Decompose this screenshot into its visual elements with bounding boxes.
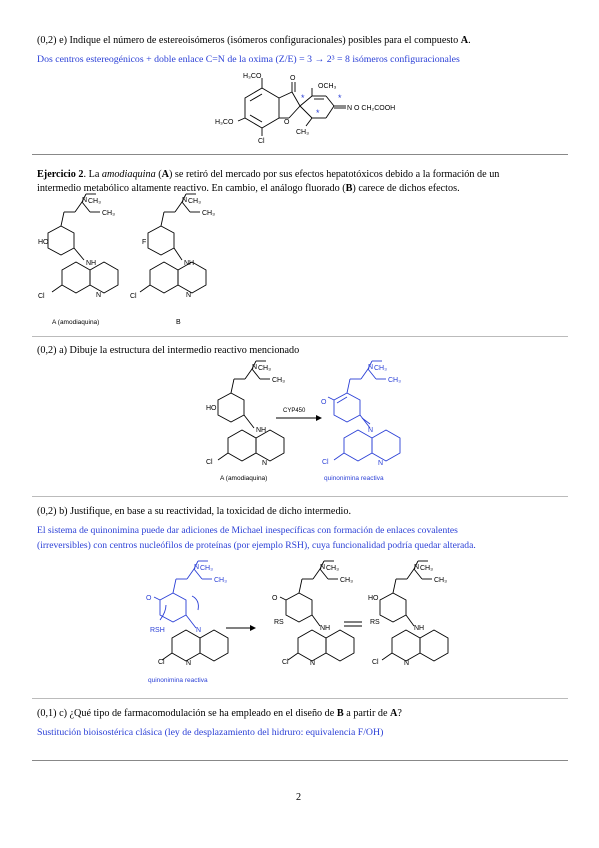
o-label: O [272, 595, 278, 602]
question-e-text: (0,2) e) Indique el número de estereoisómeros (isómeros configuracionales) posibles para el compuesto [37, 35, 461, 46]
nh-label: NH [414, 625, 425, 632]
ch3-label: CH₃ [296, 129, 309, 136]
n-label: N [310, 660, 316, 667]
answer-c: Sustitución bioisostérica clásica (ley de desplazamiento del hidruro: equivalencia F/OH) [37, 727, 384, 738]
n-label: N [262, 460, 268, 467]
ho-label: HO [368, 595, 379, 602]
ch3-label: CH₃ [420, 565, 433, 572]
ho-label: HO [206, 405, 217, 412]
answer-b-line1: El sistema de quinonimina puede dar adiciones de Michael inespecíficas con formación de enlaces covalentes [37, 525, 458, 536]
ch3-label: CH₃ [340, 577, 353, 584]
rsh-label: RSH [150, 627, 165, 634]
stereocenter-star-3: * [338, 93, 342, 103]
text-span: . La [83, 169, 102, 180]
cl-label: Cl [282, 659, 289, 666]
o-keto-label: O [290, 75, 296, 82]
text-span: ) se retiró del mercado por sus efectos hepatotóxicos debido a la formación de un [168, 169, 500, 180]
question-a: (0,2) a) Dibuje la estructura del intermedio reactivo mencionado [37, 345, 300, 356]
label-quinonimina: quinonimina reactiva [324, 475, 384, 482]
cl-label: Cl [322, 459, 329, 466]
n-label: N [252, 364, 258, 371]
text-span: ? [397, 708, 402, 719]
n-label: N [368, 364, 374, 371]
f-label: F [142, 239, 147, 246]
cl-label: Cl [372, 659, 379, 666]
ch3-label: CH₃ [102, 210, 115, 217]
ch3-label: CH₃ [374, 365, 387, 372]
compound-a-ref: A [390, 708, 398, 719]
h3co-top-label: H₃CO [243, 73, 262, 80]
section-divider [32, 760, 568, 761]
answer-b-line2: (irreversibles) con centros nucleófilos de proteínas (por ejemplo RSH), cuya funcionalidad podría quedar alterada. [37, 540, 476, 551]
o-label: O [321, 399, 327, 406]
h3co-bottom-label: H₃CO [215, 119, 234, 126]
text-span: a partir de [343, 708, 391, 719]
nh-label: NH [184, 260, 195, 267]
ch3-label: CH₃ [326, 565, 339, 572]
n-label: N [82, 197, 88, 204]
ch3-label: CH₃ [88, 198, 101, 205]
ho-label: HO [38, 239, 49, 246]
och3-label: OCH₃ [318, 83, 337, 90]
cl-label: Cl [258, 138, 265, 145]
label-b: B [176, 319, 181, 326]
n-label: N [404, 660, 410, 667]
n-label: N [414, 564, 420, 571]
ch3-label: CH₃ [188, 198, 201, 205]
text-span: ( [155, 169, 162, 180]
compound-b-ref: B [345, 183, 353, 194]
drug-name: amodiaquina [101, 169, 156, 180]
answer-e: Dos centros estereogénicos + doble enlace C=N de la oxima (Z/E) = 3 → 2³ = 8 isómeros configuracionales [37, 54, 460, 65]
n-label: N [182, 197, 188, 204]
compound-b-ref: B [336, 708, 344, 719]
question-c [37, 707, 402, 720]
rs-label: RS [370, 619, 380, 626]
exercise-title: Ejercicio 2 [37, 169, 84, 180]
n-label: N [194, 564, 200, 571]
nh-label: NH [256, 427, 267, 434]
label-a-amodiaquina: A (amodiaquina) [52, 319, 100, 326]
section-divider [32, 698, 568, 699]
ch3-label: CH₃ [272, 377, 285, 384]
question-e: (0,2) e) Indique el número de estereoisómeros (isómeros configuracionales) posibles para el compuesto A. [37, 35, 471, 46]
ch3-label: CH₃ [200, 565, 213, 572]
n-label: N [196, 627, 202, 634]
o-label: O [146, 595, 152, 602]
n-label: N [378, 460, 384, 467]
n-label: N [186, 292, 192, 299]
ch3-label: CH₃ [214, 577, 227, 584]
cyp450-label: CYP450 [283, 408, 306, 414]
page-number: 2 [296, 792, 302, 803]
cl-label: Cl [158, 659, 165, 666]
compound-letter: A [460, 35, 469, 46]
n-label: N [96, 292, 102, 299]
n-label: N [186, 660, 192, 667]
ch3-label: CH₃ [202, 210, 215, 217]
n-label: N [368, 427, 374, 434]
nh-label: NH [86, 260, 97, 267]
n-label: N [320, 564, 326, 571]
cl-label: Cl [206, 459, 213, 466]
compound-a-ref: A [161, 169, 169, 180]
label-quinonimina: quinonimina reactiva [148, 677, 208, 684]
cl-label: Cl [38, 293, 45, 300]
ch3-label: CH₃ [388, 377, 401, 384]
nh-label: NH [320, 625, 331, 632]
stereocenter-star-1: * [301, 93, 305, 103]
text-span: intermedio metabólico altamente reactivo. En cambio, el análogo fluorado ( [37, 183, 346, 194]
o-ring-label: O [284, 119, 290, 126]
cl-label: Cl [130, 293, 137, 300]
question-b: (0,2) b) Justifique, en base a su reactividad, la toxicidad de dicho intermedio. [37, 506, 352, 517]
stereocenter-star-2: * [316, 108, 320, 118]
text-span: (0,1) c) ¿Qué tipo de farmacomodulación se ha empleado en el diseño de [37, 708, 337, 719]
ch3-label: CH₃ [258, 365, 271, 372]
label-a-amodiaquina: A (amodiaquina) [220, 475, 268, 482]
text-span: ) carece de dichos efectos. [352, 183, 460, 194]
oxime-label: N O CH₂COOH [347, 105, 396, 112]
rs-label: RS [274, 619, 284, 626]
ch3-label: CH₃ [434, 577, 447, 584]
